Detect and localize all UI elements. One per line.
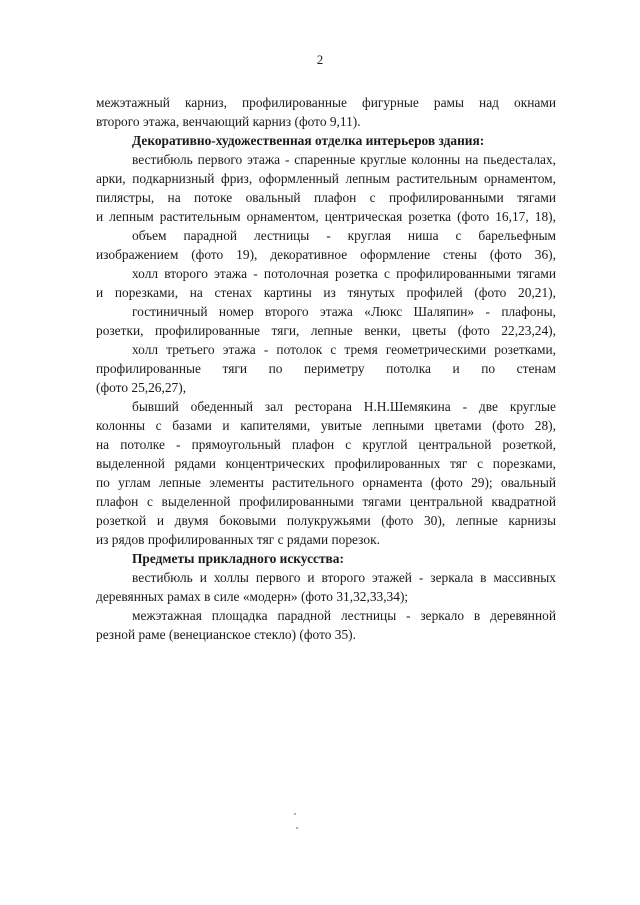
section-heading-interior: Декоративно-художественная отделка интерьеров здания: xyxy=(132,133,485,148)
text-line: пилястры, на потоке овальный плафон с профилированными тягами xyxy=(96,190,556,205)
text-line: холл третьего этажа - потолок с тремя геометрическими розетками, xyxy=(132,342,556,357)
scan-speck xyxy=(294,813,296,815)
text-line: колонны с базами и капителями, увитые лепными цветами (фото 28), xyxy=(96,418,556,433)
text-line: выделенной рядами концентрических профилированных тяг с порезками, xyxy=(96,456,556,471)
text-line: розеткой и двумя боковыми полукружьями (фото 30), лепные карнизы xyxy=(96,513,556,528)
text-line: холл второго этажа - потолочная розетка с профилированными тягами xyxy=(132,266,556,281)
page-number: 2 xyxy=(316,52,324,67)
scan-speck xyxy=(296,827,298,829)
text-line: межэтажный карниз, профилированные фигурные рамы над окнами xyxy=(96,95,556,110)
text-line: на потолке - прямоугольный плафон с круглой центральной розеткой, xyxy=(96,437,556,452)
text-line: арки, подкарнизный фриз, оформленный лепным растительным орнаментом, xyxy=(96,171,556,186)
text-line: из рядов профилированных тяг с рядами порезок. xyxy=(96,532,380,547)
text-line: и лепным растительным орнаментом, центрическая розетка (фото 16,17, 18), xyxy=(96,209,556,224)
text-line: межэтажная площадка парадной лестницы - зеркало в деревянной xyxy=(132,608,556,623)
text-line: второго этажа, венчающий карниз (фото 9,11). xyxy=(96,114,361,129)
text-line: профилированные тяги по периметру потолка и по стенам xyxy=(96,361,556,376)
text-line: по углам лепные элементы растительного орнамента (фото 29); овальный xyxy=(96,475,556,490)
text-line: изображением (фото 19), декоративное оформление стены (фото 36), xyxy=(96,247,556,262)
text-line: вестибюль и холлы первого и второго этажей - зеркала в массивных xyxy=(132,570,556,585)
section-heading-applied-art: Предметы прикладного искусства: xyxy=(132,551,344,566)
text-line: и порезками, на стенах картины из тянутых профилей (фото 20,21), xyxy=(96,285,556,300)
text-line: плафон с выделенной профилированными тягами центральной квадратной xyxy=(96,494,556,509)
text-line: резной раме (венецианское стекло) (фото 35). xyxy=(96,627,356,642)
text-line: розетки, профилированные тяги, лепные венки, цветы (фото 22,23,24), xyxy=(96,323,556,338)
text-line: деревянных рамах в силе «модерн» (фото 31,32,33,34); xyxy=(96,589,409,604)
text-line: гостиничный номер второго этажа «Люкс Шаляпин» - плафоны, xyxy=(132,304,556,319)
text-line: объем парадной лестницы - круглая ниша с барельефным xyxy=(132,228,556,243)
text-line: бывший обеденный зал ресторана Н.Н.Шемякина - две круглые xyxy=(132,399,556,414)
text-line: (фото 25,26,27), xyxy=(96,380,187,395)
text-line: вестибюль первого этажа - спаренные круглые колонны на пьедесталах, xyxy=(132,152,556,167)
